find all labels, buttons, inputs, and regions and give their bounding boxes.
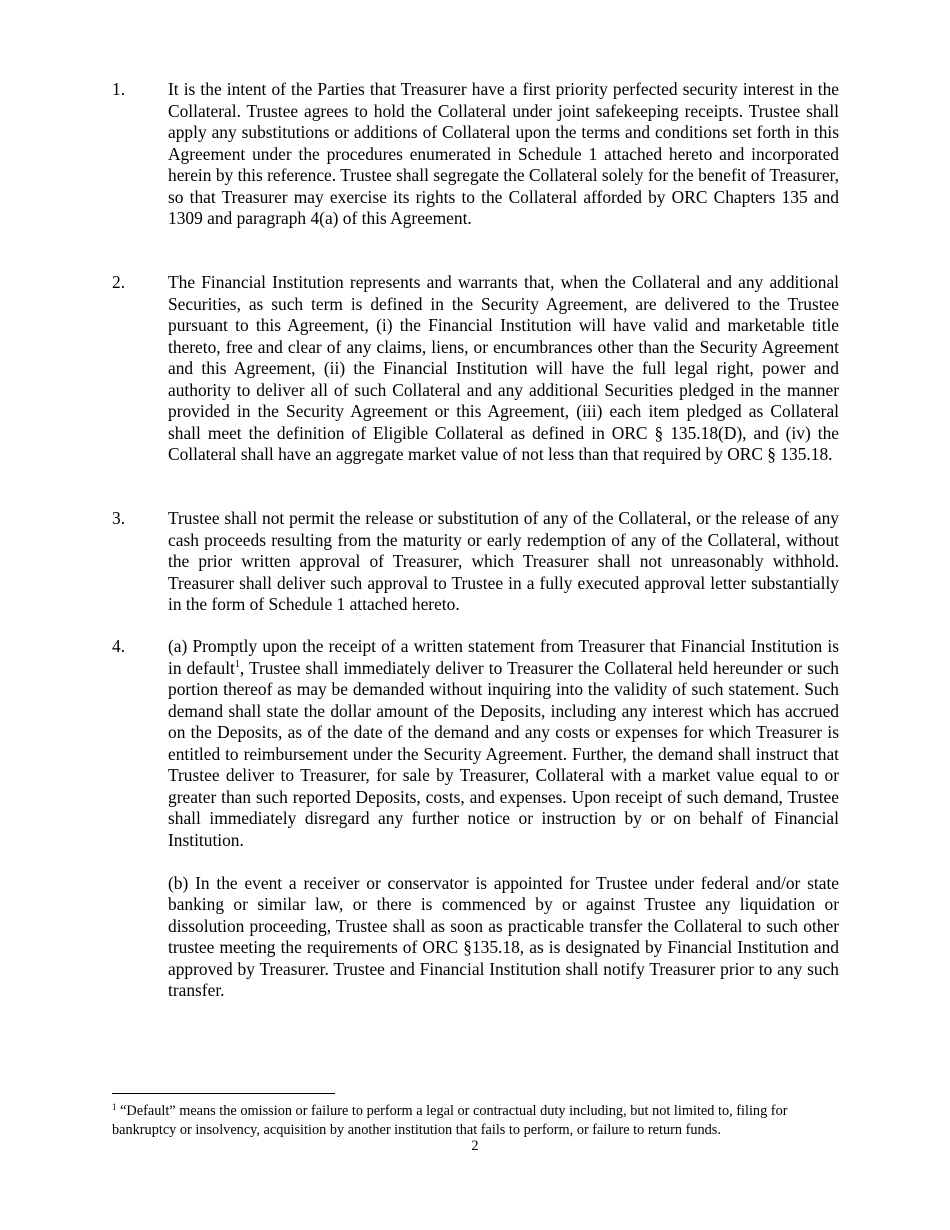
section-paragraph-a: [168, 636, 839, 851]
section-number: 1.: [112, 79, 126, 99]
section-number: 3.: [112, 508, 126, 528]
paragraph-a-text-end: , Trustee shall immediately deliver to Treasurer the Collateral held hereunder or such portion thereof as may be demanded without inquiring into the validity of such statement. Such demand shall state the dollar amount of the Deposits, including any interest which has accrued on the Deposits, as of the date of the demand and any costs or expenses for which Treasurer is entitled to reimbursement under the Security Agreement. Further, the demand shall instruct that Trustee deliver to Treasurer, for sale by Treasurer, Collateral with a market value equal to or greater than such reported Deposits, costs, and expenses. Upon receipt of such demand, Trustee shall immediately disregard any further notice or instruction by or on behalf of Financial Institution.: [168, 657, 839, 850]
section-body: [168, 636, 839, 1002]
footnote-separator: [112, 1093, 335, 1094]
section-body: [168, 79, 839, 230]
section-paragraph: Trustee shall not permit the release or substitution of any of the Collateral, or the release of any cash proceeds resulting from the maturity or early redemption of any of the Collateral, without the prior written approval of Treasurer, which Treasurer shall not unreasonably withhold. Treasurer shall deliver such approval to Trustee in a fully executed approval letter substantially in the form of Schedule 1 attached hereto.: [168, 508, 839, 614]
section-number: 2.: [112, 272, 126, 292]
section-body: [168, 508, 839, 616]
paragraph-a-text-start: (a) Promptly upon the receipt of a written statement from Treasurer that Financial Institution is in default: [168, 636, 839, 678]
section-paragraph: The Financial Institution represents and warrants that, when the Collateral and any additional Securities, as such term is defined in the Security Agreement, are delivered to the Trustee pursuant to this Agreement, (i) the Financial Institution will have valid and marketable title thereto, free and clear of any claims, liens, or encumbrances other than the Security Agreement and this Agreement, (ii) the Financial Institution will have the full legal right, power and authority to deliver all of such Collateral and any additional Securities pledged in the manner provided in the Security Agreement or this Agreement, (iii) each item pledged as Collateral shall meet the definition of Eligible Collateral as defined in ORC § 135.18(D), and (iv) the Collateral shall have an aggregate market value of not less than that required by ORC § 135.18.: [168, 272, 839, 464]
footnote-marker: 1: [112, 1102, 117, 1112]
section-number: 4.: [112, 636, 126, 656]
section-body: [168, 272, 839, 466]
footnote: [112, 1102, 839, 1140]
footnote-text: “Default” means the omission or failure to perform a legal or contractual duty including, but not limited to, filing for bankruptcy or insolvency, acquisition by another institution that fails to perform, or failure to return funds.: [112, 1103, 788, 1138]
section-paragraph-b: (b) In the event a receiver or conservator is appointed for Trustee under federal and/or state banking or similar law, or there is commenced by or against Trustee any liquidation or dissolution proceeding, Trustee shall as soon as practicable transfer the Collateral to such other trustee meeting the requirements of ORC §135.18, as is designated by Financial Institution and approved by Treasurer. Trustee and Financial Institution shall notify Treasurer prior to any such transfer.: [168, 872, 839, 1000]
page-number: 2: [471, 1138, 479, 1154]
section-paragraph: It is the intent of the Parties that Treasurer have a first priority perfected security interest in the Collateral. Trustee agrees to hold the Collateral under joint safekeeping receipts. Trustee shall apply any substitutions or additions of Collateral upon the terms and conditions set forth in this Agreement under the procedures enumerated in Schedule 1 attached hereto and incorporated herein by this reference. Trustee shall segregate the Collateral solely for the benefit of Treasurer, so that Treasurer may exercise its rights to the Collateral afforded by ORC Chapters 135 and 1309 and paragraph 4(a) of this Agreement.: [168, 79, 839, 228]
footnote-reference: 1: [234, 658, 240, 670]
